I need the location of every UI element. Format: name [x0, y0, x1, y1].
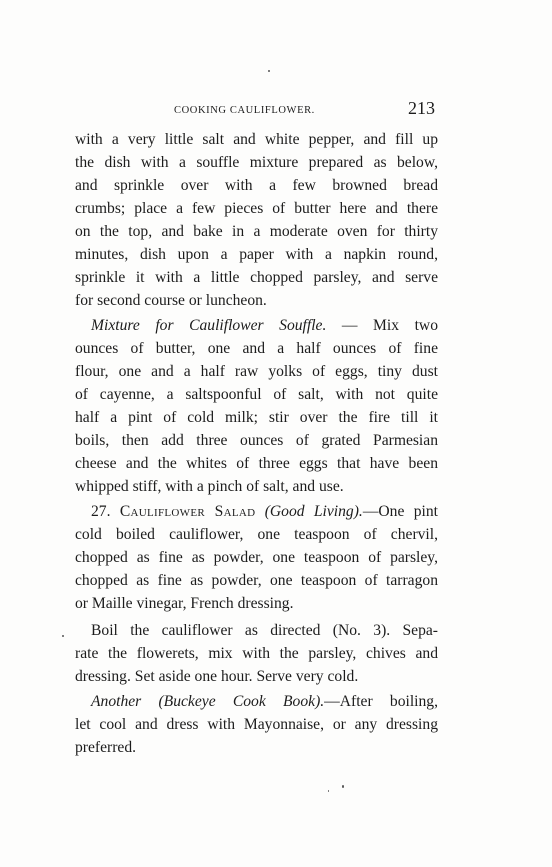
text-line: or Maille vinegar, French dressing.	[75, 595, 294, 612]
recipe-source: Another (Buckeye Cook Book).	[91, 693, 325, 710]
recipe-source: (Good Living).	[264, 503, 363, 520]
paper-speck	[62, 635, 64, 637]
page-header	[0, 98, 552, 122]
running-head: COOKING CAULIFLOWER.	[174, 105, 315, 116]
text-line: chopped as fine as powder, one teaspoon of parsley,	[75, 549, 438, 566]
paper-speck	[342, 785, 344, 788]
text-line: Boil the cauliflower as directed (No. 3). Sepa-	[91, 622, 438, 639]
text-line: sprinkle it with a little chopped parsley, and serve	[75, 269, 438, 286]
paper-speck	[268, 70, 270, 72]
recipe-title: Cauliflower Salad	[119, 503, 256, 520]
text-line: rate the flowerets, mix with the parsley, chives and	[75, 645, 438, 662]
text-line: the dish with a souffle mixture prepared as below,	[75, 154, 438, 171]
page-number: 213	[408, 98, 435, 118]
text-line: with a very little salt and white pepper, and fill up	[75, 131, 438, 148]
text-line: ounces of butter, one and a half ounces of fine	[75, 340, 438, 357]
text-line: preferred.	[75, 739, 137, 756]
paragraph-heading-line: Mixture for Cauliflower Souffle. — Mix two	[91, 317, 438, 334]
text-line: boils, then add three ounces of grated Parmesian	[75, 432, 438, 449]
recipe-title: Mixture for Cauliflower Souffle.	[91, 317, 327, 334]
recipe-number: 27.	[91, 503, 111, 520]
text-line: for second course or luncheon.	[75, 292, 267, 309]
text-line: cold boiled cauliflower, one teaspoon of chervil,	[75, 526, 438, 543]
text-line: chopped as fine as powder, one teaspoon of tarragon	[75, 572, 438, 589]
text-line: whipped stiff, with a pinch of salt, and use.	[75, 478, 344, 495]
text-line: of cayenne, a saltspoonful of salt, with not quite	[75, 386, 438, 403]
paper-speck	[328, 790, 329, 792]
text-line: dressing. Set aside one hour. Serve very cold.	[75, 668, 359, 685]
text-line: flour, one and a half raw yolks of eggs, tiny dust	[75, 363, 438, 380]
text-line: half a pint of cold milk; stir over the fire till it	[75, 409, 438, 426]
text-line: crumbs; place a few pieces of butter here and there	[75, 200, 438, 217]
paragraph-heading-line: Another (Buckeye Cook Book).—After boiling,	[91, 693, 438, 710]
text-line: let cool and dress with Mayonnaise, or any dressing	[75, 716, 438, 733]
text-line: on the top, and bake in a moderate oven for thirty	[75, 223, 438, 240]
text-line: minutes, dish upon a paper with a napkin round,	[75, 246, 438, 263]
text-line: cheese and the whites of three eggs that have been	[75, 455, 438, 472]
text-line: and sprinkle over with a few browned bread	[75, 177, 438, 194]
recipe-heading-line: 27. Cauliflower Salad (Good Living).—One pint	[91, 503, 438, 520]
